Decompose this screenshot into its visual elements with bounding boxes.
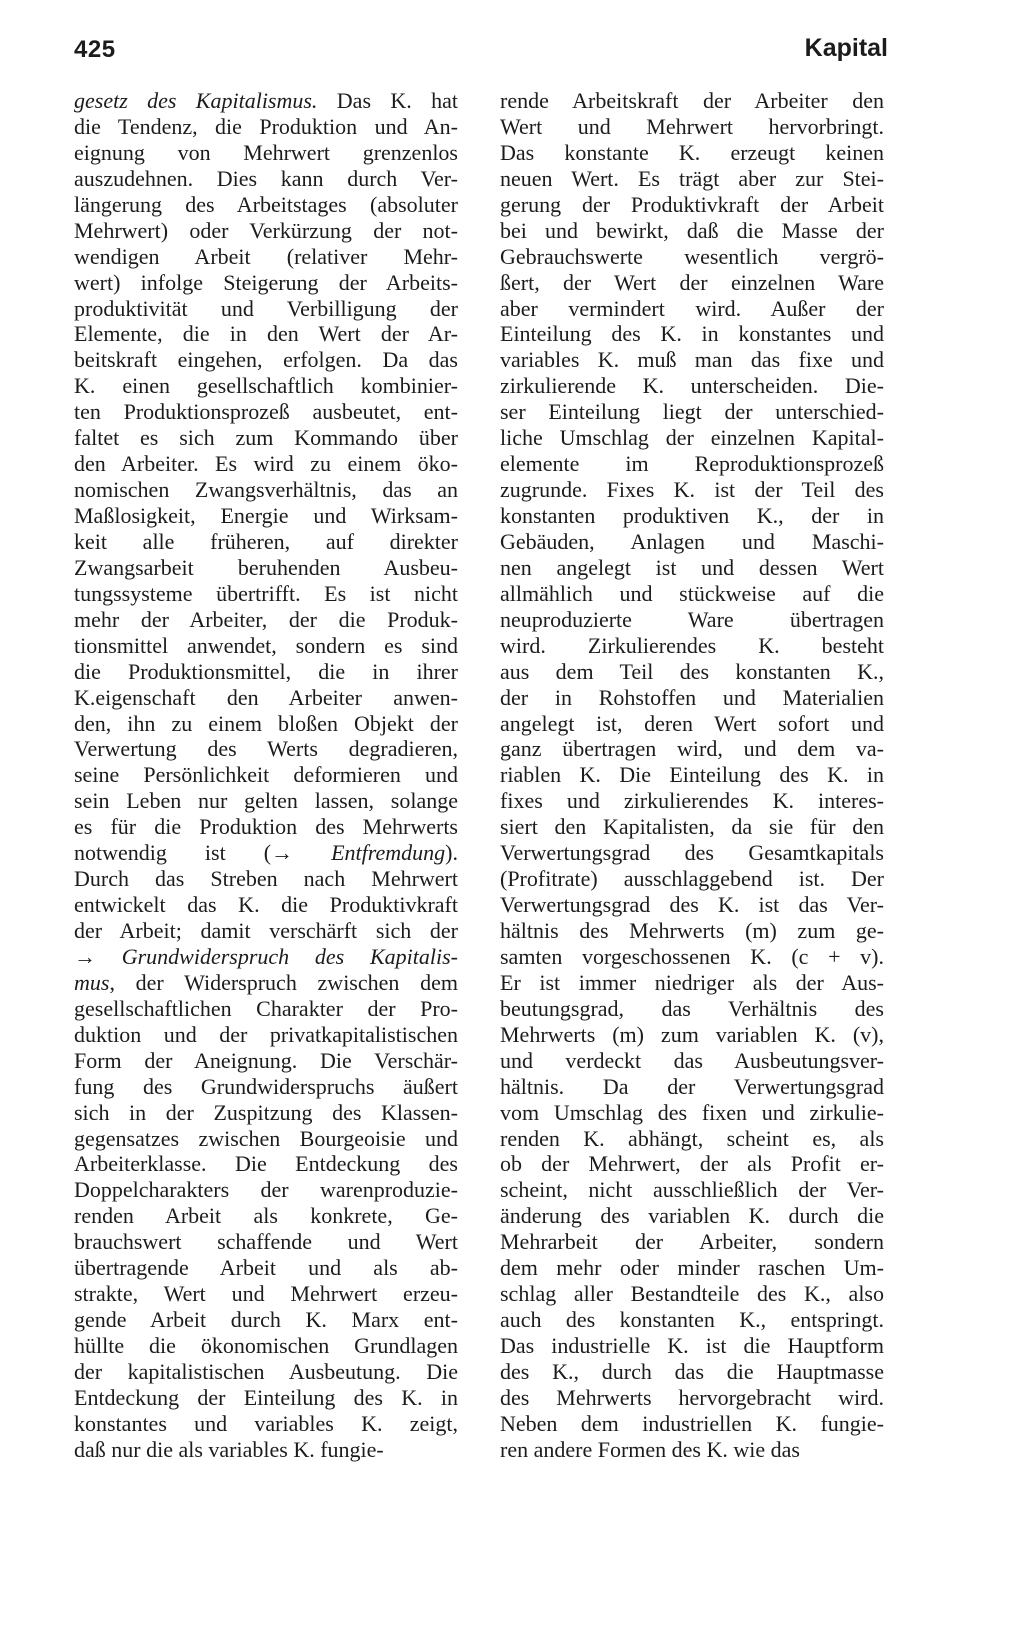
text-run: wert) infolge Steigerung der Arbeits- xyxy=(74,269,458,295)
text-line xyxy=(74,192,458,218)
text-line xyxy=(500,840,884,866)
text-run: ). xyxy=(445,840,458,866)
text-line xyxy=(500,1126,884,1152)
text-run: eignung von Mehrwert grenzenlos xyxy=(74,139,458,165)
text-line xyxy=(74,114,458,140)
text-line xyxy=(500,140,884,166)
text-line xyxy=(74,296,458,322)
text-line xyxy=(500,244,884,270)
text-line xyxy=(74,477,458,503)
text-run: auch des konstanten K., entspringt. xyxy=(500,1307,884,1333)
text-line xyxy=(74,1385,458,1411)
text-run: Das K. hat xyxy=(317,88,458,113)
text-line xyxy=(500,477,884,503)
text-line xyxy=(74,321,458,347)
text-line xyxy=(74,1255,458,1281)
text-run: ten Produktionsprozeß ausbeutet, ent- xyxy=(74,399,458,425)
text-line xyxy=(500,1203,884,1229)
text-run: daß nur die als variables K. fungie- xyxy=(74,1436,384,1462)
text-line xyxy=(500,270,884,296)
text-run: zirkulierende K. unterscheiden. Die- xyxy=(500,373,884,399)
text-run: Form der Aneignung. Die Verschär- xyxy=(74,1047,458,1073)
text-run: Gebrauchswerte wesentlich vergrö- xyxy=(500,243,884,269)
text-run: Elemente, die in den Wert der Ar- xyxy=(74,321,458,347)
text-run: fung des Grundwiderspruchs äußert xyxy=(74,1073,458,1099)
text-run: allmählich und stückweise auf die xyxy=(500,580,884,606)
text-column-right xyxy=(500,88,884,1463)
text-line xyxy=(500,736,884,762)
text-run: wird. Zirkulierendes K. besteht xyxy=(500,632,884,658)
text-run: renden K. abhängt, scheint es, als xyxy=(500,1125,884,1151)
text-run: es für die Produktion des Mehrwerts xyxy=(74,814,458,840)
text-line xyxy=(74,711,458,737)
text-run: Maßlosigkeit, Energie und Wirksam- xyxy=(74,503,458,528)
text-line xyxy=(500,1100,884,1126)
text-run: Er ist immer niedriger als der Aus- xyxy=(500,969,884,995)
text-run: sein Leben nur gelten lassen, solange xyxy=(74,788,458,814)
text-line xyxy=(74,1203,458,1229)
text-run: Mehrwert) oder Verkürzung der not- xyxy=(74,217,458,243)
text-line xyxy=(500,866,884,892)
text-line xyxy=(74,503,458,529)
text-line xyxy=(500,1074,884,1100)
text-run: duktion und der privatkapitalistischen xyxy=(74,1021,458,1047)
text-line xyxy=(74,451,458,477)
text-line xyxy=(74,425,458,451)
text-line xyxy=(74,1074,458,1100)
text-line xyxy=(74,1151,458,1177)
text-line xyxy=(500,218,884,244)
text-run: sich in der Zuspitzung des Klassen- xyxy=(74,1099,458,1125)
text-line xyxy=(500,1151,884,1177)
text-line xyxy=(74,1307,458,1333)
text-run: liche Umschlag der einzelnen Kapital- xyxy=(500,425,884,451)
text-line xyxy=(500,166,884,192)
text-run: ganz übertragen wird, und dem va- xyxy=(500,736,884,762)
text-line xyxy=(74,1126,458,1152)
text-run: gegensatzes zwischen Bourgeoisie und xyxy=(74,1125,458,1151)
text-line xyxy=(500,1307,884,1333)
text-run: änderung des variablen K. durch die xyxy=(500,1203,884,1229)
text-line xyxy=(500,788,884,814)
text-run: die Tendenz, die Produktion und An- xyxy=(74,113,458,139)
text-run: Verwertung des Werts degradieren, xyxy=(74,736,458,762)
text-line xyxy=(500,633,884,659)
text-run: entwickelt das K. die Produktivkraft xyxy=(74,892,458,918)
text-line xyxy=(74,1359,458,1385)
text-run: Wert und Mehrwert hervorbringt. xyxy=(500,113,884,139)
text-line xyxy=(74,244,458,270)
text-line xyxy=(500,399,884,425)
text-line xyxy=(74,218,458,244)
text-run: bei und bewirkt, daß die Masse der xyxy=(500,217,884,243)
text-line xyxy=(500,1255,884,1281)
text-run: rende Arbeitskraft der Arbeiter den xyxy=(500,88,884,113)
text-run: Gebäuden, Anlagen und Maschi- xyxy=(500,528,884,554)
text-line xyxy=(74,88,458,114)
text-line xyxy=(74,166,458,192)
text-run: gesellschaftlichen Charakter der Pro- xyxy=(74,995,458,1021)
text-run: den Arbeiter. Es wird zu einem öko- xyxy=(74,451,458,477)
text-run: fixes und zirkulierendes K. interes- xyxy=(500,788,884,814)
text-line xyxy=(500,944,884,970)
text-line xyxy=(74,1333,458,1359)
text-line xyxy=(500,1385,884,1411)
text-line xyxy=(74,270,458,296)
text-line xyxy=(74,399,458,425)
text-line xyxy=(74,996,458,1022)
text-run: längerung des Arbeitstages (absoluter xyxy=(74,191,458,217)
text-run: tionsmittel anwendet, sondern es sind xyxy=(74,632,458,658)
text-line xyxy=(74,1229,458,1255)
text-line xyxy=(74,736,458,762)
text-run: der in Rohstoffen und Materialien xyxy=(500,684,884,710)
text-run: Entdeckung der Einteilung des K. in xyxy=(74,1384,458,1410)
text-run: scheint, nicht ausschließlich der Ver- xyxy=(500,1177,884,1203)
text-run: der Arbeit; damit verschärft sich der xyxy=(74,918,458,943)
text-line xyxy=(500,114,884,140)
text-run: auszudehnen. Dies kann durch Ver- xyxy=(74,165,458,191)
italic-reference: mus xyxy=(74,969,110,995)
text-line xyxy=(74,607,458,633)
text-line xyxy=(500,503,884,529)
text-line xyxy=(74,685,458,711)
text-run: des Mehrwerts hervorgebracht wird. xyxy=(500,1384,884,1410)
text-run: und verdeckt das Ausbeutungsver- xyxy=(500,1047,884,1073)
text-run: Verwertungsgrad des Gesamtkapitals xyxy=(500,840,884,866)
text-column-left xyxy=(74,88,458,1463)
text-run: (Profitrate) ausschlaggebend ist. Der xyxy=(500,866,884,892)
text-run: Zwangsarbeit beruhenden Ausbeu- xyxy=(74,554,458,580)
text-run: dem mehr oder minder raschen Um- xyxy=(500,1255,884,1281)
text-run: riablen K. Die Einteilung des K. in xyxy=(500,762,884,788)
text-run: Mehrwerts (m) zum variablen K. (v), xyxy=(500,1021,884,1047)
text-run: elemente im Reproduktionsprozeß xyxy=(500,451,884,477)
text-line xyxy=(74,892,458,918)
text-line xyxy=(74,866,458,892)
text-line xyxy=(500,321,884,347)
text-run: siert den Kapitalisten, da sie für den xyxy=(500,814,884,840)
text-run: gerung der Produktivkraft der Arbeit xyxy=(500,191,884,217)
text-line xyxy=(500,373,884,399)
text-line xyxy=(500,762,884,788)
text-line xyxy=(500,1022,884,1048)
text-line xyxy=(74,373,458,399)
text-run: aus dem Teil des konstanten K., xyxy=(500,658,884,684)
text-line xyxy=(74,633,458,659)
text-run: ren andere Formen des K. wie das xyxy=(500,1436,800,1462)
text-line xyxy=(500,659,884,685)
text-run: hältnis. Da der Verwertungsgrad xyxy=(500,1073,884,1099)
text-line xyxy=(500,1048,884,1074)
text-line xyxy=(500,685,884,711)
text-run: keit alle früheren, auf direkter xyxy=(74,528,458,554)
italic-reference: Entfremdung xyxy=(331,840,446,866)
text-run: tungssysteme übertrifft. Es ist nicht xyxy=(74,580,458,606)
text-line xyxy=(500,918,884,944)
text-line xyxy=(74,814,458,840)
text-line xyxy=(74,659,458,685)
text-line xyxy=(74,1437,458,1463)
text-run: strakte, Wert und Mehrwert erzeu- xyxy=(74,1281,458,1307)
text-line xyxy=(500,1333,884,1359)
italic-reference: Grundwiderspruch des Kapitalis- xyxy=(121,943,458,969)
text-run: übertragende Arbeit und als ab- xyxy=(74,1255,458,1281)
text-run: Mehrarbeit der Arbeiter, sondern xyxy=(500,1229,884,1255)
text-line xyxy=(500,296,884,322)
text-line xyxy=(500,555,884,581)
text-line xyxy=(74,529,458,555)
text-line xyxy=(500,347,884,373)
text-line xyxy=(74,555,458,581)
text-line xyxy=(74,1177,458,1203)
text-run: brauchswert schaffende und Wert xyxy=(74,1229,458,1255)
text-run: K. einen gesellschaftlich kombinier- xyxy=(74,373,458,399)
text-line xyxy=(74,970,458,996)
text-line xyxy=(74,918,458,944)
text-line xyxy=(500,88,884,114)
text-run: nen angelegt ist und dessen Wert xyxy=(500,554,884,580)
text-run: konstantes und variables K. zeigt, xyxy=(74,1410,458,1436)
text-run: samten vorgeschossenen K. (c + v). xyxy=(500,943,884,969)
text-line xyxy=(500,814,884,840)
text-run: nomischen Zwangsverhältnis, das an xyxy=(74,477,458,503)
text-run: renden Arbeit als konkrete, Ge- xyxy=(74,1203,458,1229)
text-run: neuen Wert. Es trägt aber zur Stei- xyxy=(500,165,884,191)
text-line xyxy=(74,1281,458,1307)
text-line xyxy=(500,711,884,737)
text-run: ser Einteilung liegt der unterschied- xyxy=(500,399,884,425)
text-line xyxy=(74,140,458,166)
running-head: Kapital xyxy=(804,34,888,62)
text-run: den, ihn zu einem bloßen Objekt der xyxy=(74,710,458,736)
text-run: beutungsgrad, das Verhältnis des xyxy=(500,995,884,1021)
text-line xyxy=(500,892,884,918)
text-line xyxy=(500,1281,884,1307)
text-run: die Produktionsmittel, die in ihrer xyxy=(74,658,458,684)
text-run: Einteilung des K. in konstantes und xyxy=(500,321,884,347)
text-run: hüllte die ökonomischen Grundlagen xyxy=(74,1333,458,1358)
italic-reference: gesetz des Kapitalismus. xyxy=(74,88,318,113)
text-line xyxy=(500,1229,884,1255)
text-line xyxy=(74,347,458,373)
text-line xyxy=(500,529,884,555)
text-line xyxy=(74,944,458,970)
text-run: zugrunde. Fixes K. ist der Teil des xyxy=(500,477,884,503)
text-run: Doppelcharakters der warenproduzie- xyxy=(74,1177,458,1203)
page-number: 425 xyxy=(74,36,116,63)
text-line xyxy=(500,996,884,1022)
text-run: ßert, der Wert der einzelnen Ware xyxy=(500,269,884,295)
text-run: vom Umschlag des fixen und zirkulie- xyxy=(500,1099,884,1125)
text-run: konstanten produktiven K., der in xyxy=(500,503,884,528)
text-run: beitskraft eingehen, erfolgen. Da das xyxy=(74,347,458,373)
text-run: neuproduzierte Ware übertragen xyxy=(500,606,884,632)
text-line xyxy=(500,1437,884,1463)
text-run: notwendig ist (→ xyxy=(74,840,332,866)
text-line xyxy=(500,970,884,996)
text-run: Verwertungsgrad des K. ist das Ver- xyxy=(500,892,884,918)
text-line xyxy=(500,451,884,477)
text-run: aber vermindert wird. Außer der xyxy=(500,295,884,321)
text-run: Arbeiterklasse. Die Entdeckung des xyxy=(74,1151,458,1177)
text-line xyxy=(500,581,884,607)
text-line xyxy=(500,1359,884,1385)
text-line xyxy=(500,192,884,218)
text-run: wendigen Arbeit (relativer Mehr- xyxy=(74,243,458,269)
text-run: produktivität und Verbilligung der xyxy=(74,295,458,321)
text-run: mehr der Arbeiter, der die Produk- xyxy=(74,606,458,632)
text-run: seine Persönlichkeit deformieren und xyxy=(74,762,458,788)
text-run: schlag aller Bestandteile des K., also xyxy=(500,1281,884,1307)
text-run: , der Widerspruch zwischen dem xyxy=(109,969,458,995)
text-line xyxy=(74,1048,458,1074)
text-line xyxy=(500,607,884,633)
text-line xyxy=(500,1411,884,1437)
text-line xyxy=(74,840,458,866)
text-line xyxy=(74,1411,458,1437)
text-run: Durch das Streben nach Mehrwert xyxy=(74,866,458,892)
text-run: des K., durch das die Hauptmasse xyxy=(500,1358,884,1384)
text-line xyxy=(74,1022,458,1048)
text-line xyxy=(74,581,458,607)
text-line xyxy=(74,762,458,788)
text-run: hältnis des Mehrwerts (m) zum ge- xyxy=(500,918,884,943)
text-line xyxy=(500,425,884,451)
text-run: faltet es sich zum Kommando über xyxy=(74,425,458,451)
text-run: variables K. muß man das fixe und xyxy=(500,347,884,373)
text-line xyxy=(74,788,458,814)
text-run: Neben dem industriellen K. fungie- xyxy=(500,1410,884,1436)
text-run: gende Arbeit durch K. Marx ent- xyxy=(74,1307,458,1333)
text-line xyxy=(500,1177,884,1203)
text-run: Das konstante K. erzeugt keinen xyxy=(500,139,884,165)
text-run: → xyxy=(74,943,122,969)
text-run: der kapitalistischen Ausbeutung. Die xyxy=(74,1358,458,1384)
text-line xyxy=(74,1100,458,1126)
text-run: Das industrielle K. ist die Hauptform xyxy=(500,1333,884,1358)
text-run: ob der Mehrwert, der als Profit er- xyxy=(500,1151,884,1177)
text-run: angelegt ist, deren Wert sofort und xyxy=(500,710,884,736)
text-run: K.eigenschaft den Arbeiter anwen- xyxy=(74,684,458,710)
